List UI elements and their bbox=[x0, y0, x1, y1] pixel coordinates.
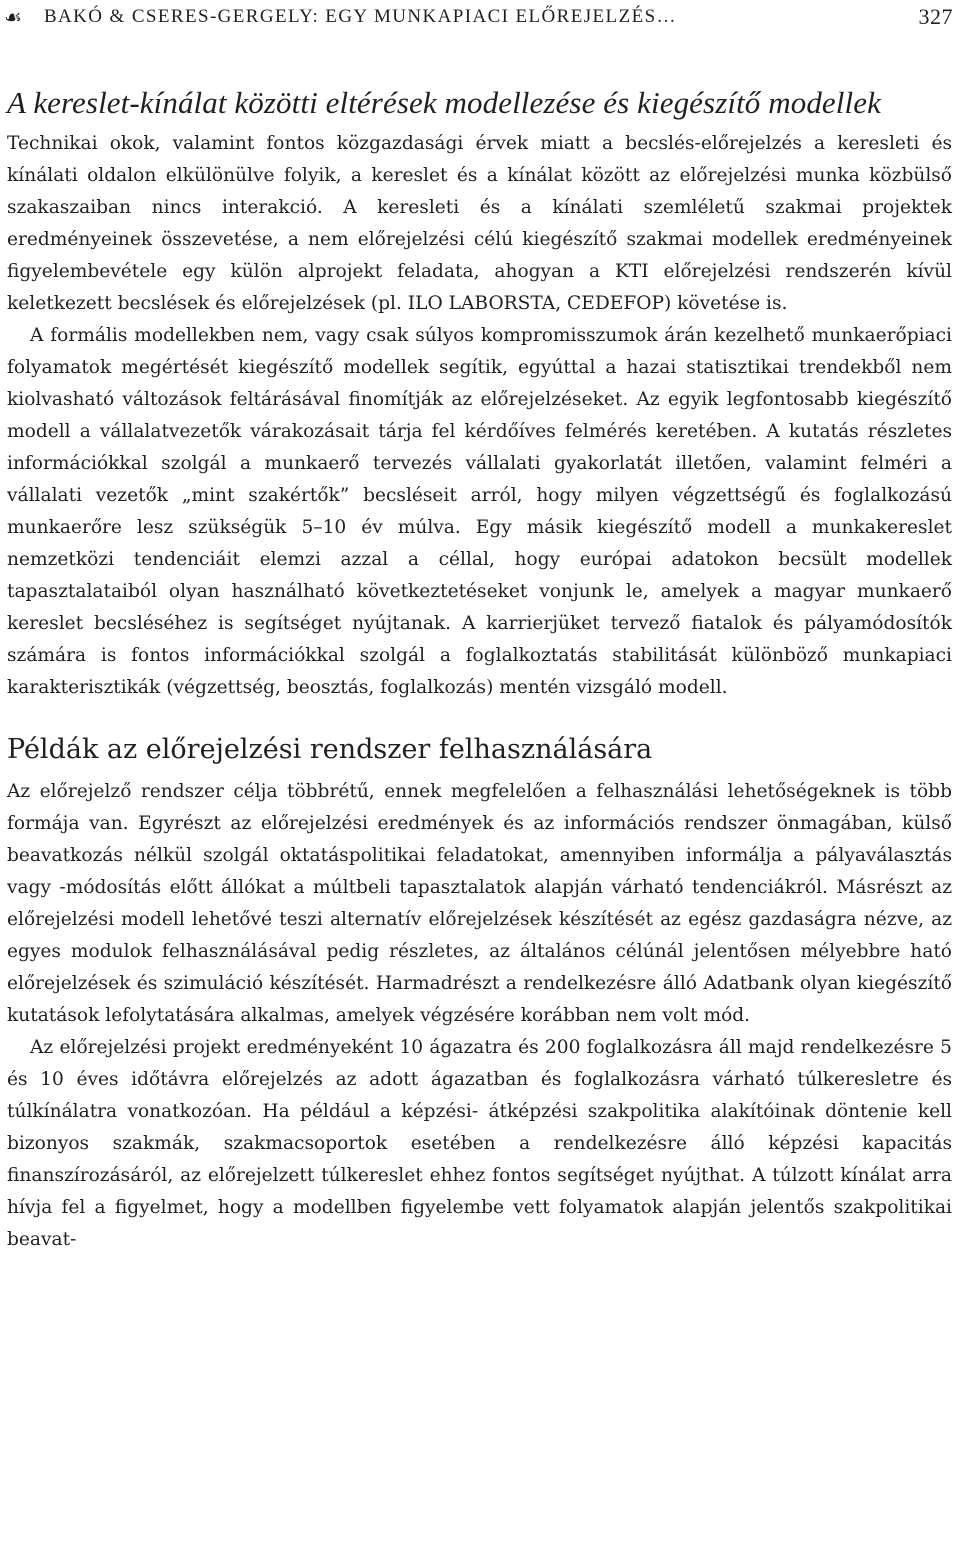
section-title-usage-examples: Példák az előrejelzési rendszer felhasználására bbox=[7, 734, 653, 765]
body-text bbox=[7, 78, 952, 1256]
fleuron-icon: ☙ bbox=[4, 6, 22, 29]
running-head bbox=[4, 2, 953, 32]
paragraph: A formális modellekben nem, vagy csak súlyos kompromisszumok árán kezelhető munkaerőpiaci folyamatok megértését kiegészítő modellek segítik, egyúttal a hazai statisztikai trendekből nem kiolvasható változások feltárásával finomítják az előrejelzéseket. Az egyik legfontosabb kiegészítő modell a vállalatvezetők várakozásait tárja fel kérdőíves felmérés keretében. A kutatás részletes információkkal szolgál a munkaerő tervezés vállalati gyakorlatát illetően, valamint felméri a vállalati vezetők „mint szakértők” becsléseit arról, hogy milyen végzettségű és foglalkozású munkaerőre lesz szükségük 5–10 év múlva. Egy másik kiegészítő modell a munkakereslet nemzetközi tendenciáit elemzi azzal a céllal, hogy európai adatokon becsült modellek tapasztalataiból olyan használható következtetéseket vonjunk le, amelyek a magyar munkaerő kereslet becsléséhez is segítséget nyújtanak. A karrierjüket tervező fiatalok és pályamódosítók számára is fontos információkkal szolgál a foglalkoztatás stabilitását különböző munkapiaci karakterisztikák (végzettség, beosztás, foglalkozás) mentén vizsgáló modell. bbox=[7, 325, 952, 698]
running-title: BAKÓ & CSERES-GERGELY: EGY MUNKAPIACI ELŐREJELZÉS… bbox=[43, 6, 677, 27]
section-title-modeling: A kereslet-kínálat közötti eltérések modellezése és kiegészítő modellek bbox=[7, 85, 881, 120]
page-number: 327 bbox=[918, 4, 953, 29]
paragraph: Technikai okok, valamint fontos közgazdasági érvek miatt a becslés-előrejelzés a keresleti és kínálati oldalon elkülönülve folyik, a kereslet és a kínálat között az előrejelzési munka közbülső szakaszaiban nincs interakció. A keresleti és a kínálati szemléletű szakmai projektek eredményeinek összevetése, a nem előrejelzési célú kiegészítő szakmai modellek eredményeinek figyelembevétele egy külön alprojekt feladata, ahogyan a KTI előrejelzési rendszerén kívül keletkezett becslések és előrejelzések (pl. ILO LABORSTA, CEDEFOP) követése is. bbox=[7, 133, 952, 314]
paragraph: Az előrejelzési projekt eredményeként 10 ágazatra és 200 foglalkozásra áll majd rendelkezésre 5 és 10 éves időtávra előrejelzés az adott ágazatban és foglalkozásra várható túlkeresletre és túlkínálatra vonatkozóan. Ha például a képzési- átképzési szakpolitika alakítóinak döntenie kell bizonyos szakmák, szakmacsoportok esetében a rendelkezésre álló képzési kapacitás finanszírozásáról, az előrejelzett túlkereslet ehhez fontos segítséget nyújthat. A túlzott kínálat arra hívja fel a figyelmet, hogy a modellben figyelembe vett folyamatok alapján jelentős szakpolitikai beavat- bbox=[7, 1037, 952, 1250]
paragraph: Az előrejelző rendszer célja többrétű, ennek megfelelően a felhasználási lehetőségeknek is több formája van. Egyrészt az előrejelzési eredmények és az információs rendszer önmagában, külső beavatkozás nélkül szolgál oktatáspolitikai feladatokat, amennyiben informálja a pályaválasztás vagy -módosítás előtt állókat a múltbeli tapasztalatok alapján várható tendenciákról. Másrészt az előrejelzési modell lehetővé teszi alternatív előrejelzések készítését az egész gazdaságra nézve, az egyes modulok felhasználásával pedig részletes, az általános célúnál jelentősen mélyebbre ható előrejelzések és szimuláció készítését. Harmadrészt a rendelkezésre álló Adatbank olyan kiegészítő kutatások lefolytatására alkalmas, amelyek végzésére korábban nem volt mód. bbox=[7, 781, 952, 1026]
